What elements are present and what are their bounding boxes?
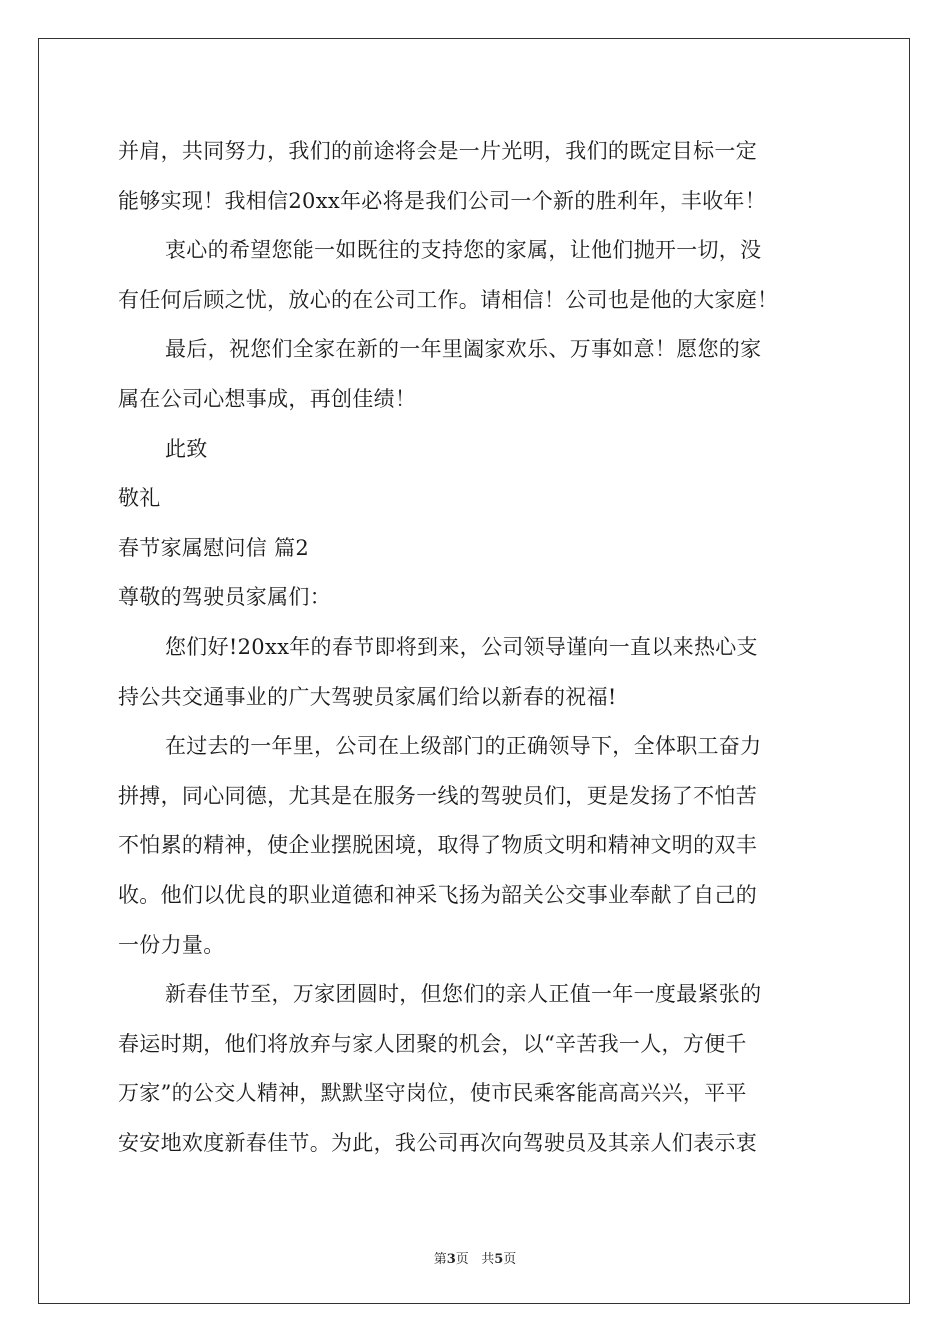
closing-regards: 敬礼 xyxy=(118,486,161,511)
section-heading: 春节家属慰问信 篇2 xyxy=(118,535,310,560)
paragraph-line: 新春佳节至，万家团圆时，但您们的亲人正值一年一度最紧张的 xyxy=(165,982,762,1007)
paragraph-line: 最后，祝您们全家在新的一年里阖家欢乐、万事如意！愿您的家 xyxy=(165,337,762,362)
total-pages-suffix: 页 xyxy=(503,1252,517,1267)
paragraph-line: 并肩，共同努力，我们的前途将会是一片光明，我们的既定目标一定 xyxy=(118,139,757,163)
paragraph-line: 衷心的希望您能一如既往的支持您的家属，让他们抛开一切，没 xyxy=(165,238,762,263)
paragraph-line: 您们好!20xx年的春节即将到来，公司领导谨向一直以来热心支 xyxy=(165,634,758,659)
total-pages-prefix: 共 xyxy=(481,1252,495,1267)
paragraph-line: 收。他们以优良的职业道德和神采飞扬为韶关公交事业奉献了自己的 xyxy=(118,882,757,907)
paragraph-line: 一份力量。 xyxy=(118,932,225,957)
paragraph-line: 不怕累的精神，使企业摆脱困境，取得了物质文明和精神文明的双丰 xyxy=(118,833,757,858)
page-number-suffix: 页 xyxy=(455,1252,469,1267)
paragraph-line: 持公共交通事业的广大驾驶员家属们给以新春的祝福! xyxy=(118,684,617,709)
paragraph-line: 属在公司心想事成，再创佳绩！ xyxy=(118,386,417,411)
paragraph-line: 安安地欢度新春佳节。为此，我公司再次向驾驶员及其亲人们表示衷 xyxy=(118,1130,757,1155)
document-body xyxy=(118,127,832,1168)
paragraph-line: 在过去的一年里，公司在上级部门的正确领导下，全体职工奋力 xyxy=(165,734,762,759)
paragraph-line: 拼搏，同心同德，尤其是在服务一线的驾驶员们，更是发扬了不怕苦 xyxy=(118,783,757,808)
page-number-prefix: 第 xyxy=(433,1252,447,1267)
paragraph-line: 能够实现！我相信20xx年必将是我们公司一个新的胜利年，丰收年！ xyxy=(118,188,767,213)
page-footer xyxy=(0,1248,950,1267)
paragraph-line: 有任何后顾之忧，放心的在公司工作。请相信！公司也是他的大家庭！ xyxy=(118,287,779,312)
paragraph-line: 春运时期，他们将放弃与家人团聚的机会，以“辛苦我一人，方便千 xyxy=(118,1031,747,1056)
paragraph-line: 万家”的公交人精神，默默坚守岗位，使市民乘客能高高兴兴，平平 xyxy=(118,1081,747,1106)
total-page-count: 5 xyxy=(494,1252,504,1267)
current-page-number: 3 xyxy=(446,1252,456,1267)
letter-greeting: 尊敬的驾驶员家属们： xyxy=(118,585,331,610)
closing-salutation: 此致 xyxy=(165,436,208,461)
